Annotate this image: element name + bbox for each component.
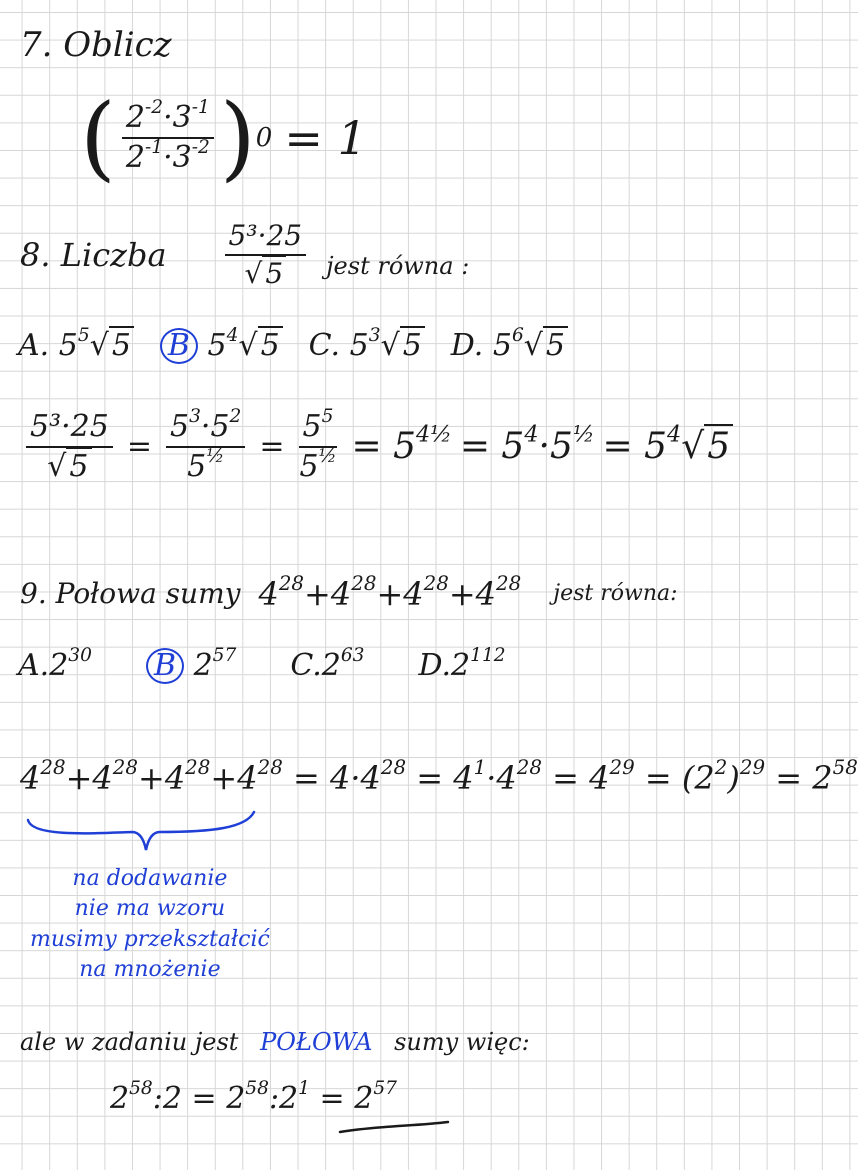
task7-denominator: $2^{-1}\cdot 3^{-2}$ [125, 137, 210, 175]
task8-statement [20, 219, 470, 290]
task7-header: 7. Oblicz [20, 25, 172, 65]
option-c: C. $5^3√$ 5 [309, 331, 425, 361]
note-block [30, 864, 270, 985]
task7-result: = 1 [284, 111, 367, 165]
sol-step5: = $2^{58}$ [775, 756, 858, 797]
footer-line [20, 1030, 530, 1054]
task9-label: 9. Połowa sumy [20, 577, 241, 610]
option-d: D. $5^6√$ 5 [451, 331, 568, 361]
sol-step4: = $5^{4\frac{1}{2}}$ [351, 421, 452, 467]
sol-step3: = $4^{29}$ [552, 756, 635, 797]
footer-text-c: sumy więc: [394, 1028, 530, 1056]
right-paren: ) [219, 84, 256, 191]
task8-frac-num: 5³·25 [225, 222, 307, 256]
sol-frac-2: $\frac{5^3\cdot 5^2}{5^{\frac{1}{2}}}$ [166, 412, 245, 482]
note-line-3: musimy przekształcić [30, 926, 270, 952]
left-paren: ( [80, 84, 116, 191]
task9-sum: $4^{28}+4^{28}+4^{28}+4^{28}$ [258, 572, 522, 613]
sol-step2: = $4^1\cdot 4^{28}$ [416, 756, 542, 797]
task9-solution [20, 756, 858, 797]
sol-step6: = $5^4√5$ [603, 429, 734, 465]
sol-frac-3: $\frac{5^5}{5^{\frac{1}{2}}}$ [299, 406, 337, 484]
option-a: A. $5^5√$ 5 [18, 331, 134, 361]
footer-text-a: ale w zadaniu jest [20, 1028, 239, 1056]
task9-options [18, 645, 506, 684]
option-a: $A.2^{30}$ [18, 645, 92, 683]
task7-numerator: $2^{-2}\cdot 3^{-1}$ [122, 103, 214, 139]
sum-expression: $4^{28}+4^{28}+4^{28}+4^{28}$ [20, 756, 283, 797]
note-line-1: na dodawanie [72, 866, 228, 891]
task8-frac-den: √ 5 [244, 256, 286, 288]
option-c: $C.2^{63}$ [290, 645, 365, 683]
note-line-4: na mnożenie [79, 957, 221, 983]
sol-step4: = $(2^2)^{29}$ [644, 756, 766, 797]
sol-step5: = $5^4\cdot 5^{\frac{1}{2}}$ [459, 421, 595, 467]
option-d: $D.2^{112}$ [418, 645, 506, 683]
task9-statement [20, 572, 678, 613]
final-equation: $2^{58}:2$ = $2^{58}:2^1 = 2^{57}$ [110, 1078, 397, 1116]
sol-step1: = $4\cdot 4^{28}$ [292, 756, 407, 797]
note-line-2: nie ma wzoru [74, 896, 226, 922]
answer-underline [336, 1118, 456, 1138]
task8-tail: jest równa : [326, 252, 470, 280]
task8-fraction [225, 219, 307, 290]
selected-answer-circle: B [160, 328, 198, 364]
task8-solution: $\frac{\text{5³·25}}{√ 5}$ = $\frac{5^3\cdot 5^2}{5^{\frac{1}{2}}}$ = $\frac{5^5}{5^{\frac{1}{2}}}$ = $5^{4\frac{1}{2}}$ = $5^4\cdot 5^{\frac{1}{2}}$ = $5^4√5$ [20, 412, 733, 482]
task9-tail: jest równa: [553, 581, 678, 606]
sol-frac-1: $\frac{\text{5³·25}}{√ 5}$ [26, 412, 113, 482]
task8-label: 8. Liczba [20, 236, 167, 274]
option-b: B $2^{57}$ [146, 648, 236, 684]
selected-answer-circle: B [146, 648, 184, 684]
task8-options [18, 325, 568, 364]
curly-brace [22, 806, 262, 856]
task7-expression: ( $\frac{2^{-2}\cdot 3^{-1}}{2^{-1}\cdot 3^{-2}}$ ) 0 = 1 [80, 84, 367, 191]
footer-text-polowa: POŁOWA [260, 1028, 373, 1056]
task7-fraction [122, 97, 214, 175]
option-b: B $5^4√$ 5 [160, 328, 283, 364]
